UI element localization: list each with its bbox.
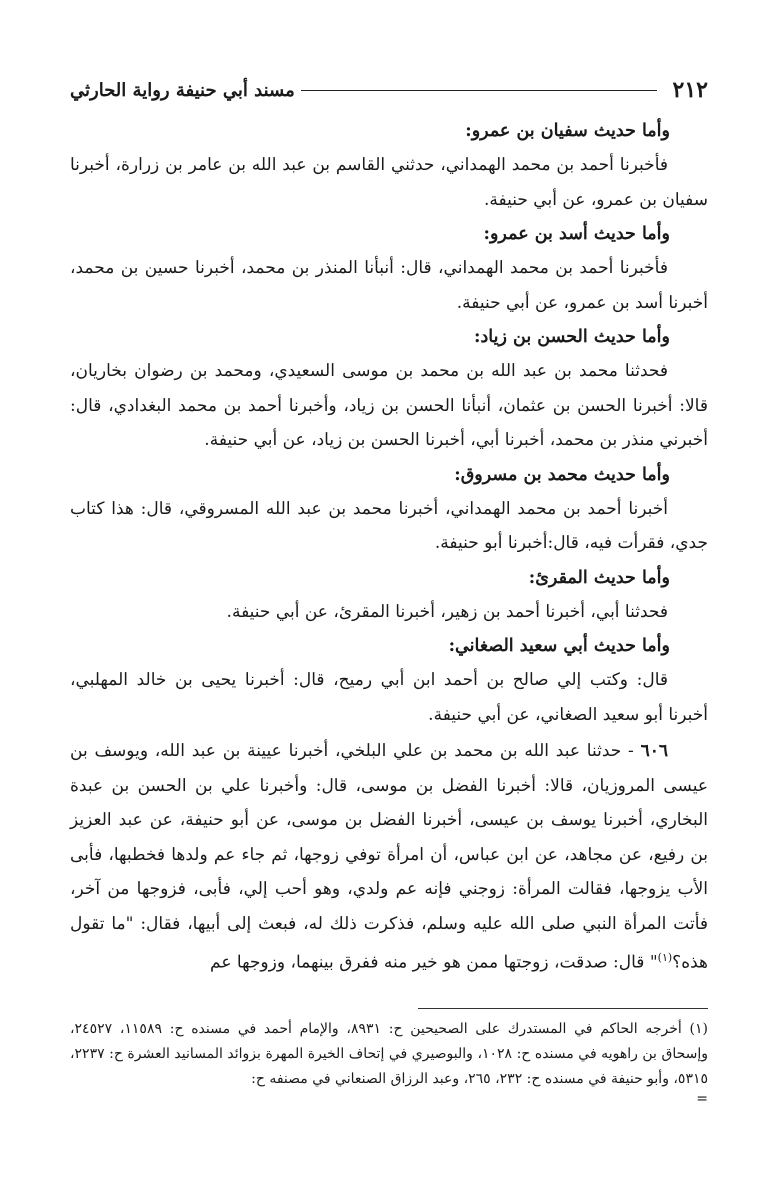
section-text: قال: وكتب إلي صالح بن أحمد ابن أبي رميح، قال: أخبرنا يحيى بن خالد المهلبي، أخبرنا أبو سعيد الصغاني، عن أبي حنيفة. [70, 670, 708, 725]
footnote-text: (١) أخرجه الحاكم في المستدرك على الصحيحين ح: ٨٩٣١، والإمام أحمد في مسنده ح: ١١٥٨٩، ٢٤٥٢٧، وإسحاق بن راهويه في مسنده ح: ١٠٢٨، والبوصيري في إتحاف الخيرة المهرة بزوائد المسانيد العشرة ح: ٢٢٣٧، ٥٣١٥، وأبو حنيفة في مسنده ح: ٢٣٢، ٢٦٥، وعبد الرزاق الصنعاني في مصنفه ح: [70, 1021, 709, 1088]
book-title: مسند أبي حنيفة رواية الحارثي [70, 79, 295, 101]
section-text: فحدثنا محمد بن عبد الله بن محمد بن موسى السعيدي، ومحمد بن رضوان بخاريان، قالا: أخبرنا الحسن بن عثمان، أنبأنا الحسن بن زياد، وأخبرنا أحمد بن محمد البغدادي، قال: أخبرني منذر بن محمد، أخبرنا أبي، أخبرنا الحسن بن زياد، عن أبي حنيفة. [70, 361, 708, 450]
header-rule [301, 90, 657, 91]
section-text: أخبرنا أحمد بن محمد الهمداني، أخبرنا محمد بن عبد الله المسروقي، قال: هذا كتاب جدي، فقرأت فيه، قال:أخبرنا أبو حنيفة. [70, 498, 708, 553]
section-text: فأخبرنا أحمد بن محمد الهمداني، حدثني القاسم بن عبد الله بن عامر بن زرارة، أخبرنا سفيان بن عمرو، عن أبي حنيفة. [70, 155, 708, 210]
section-muqri [70, 561, 708, 630]
running-header [70, 72, 708, 108]
footnote-divider [418, 1008, 708, 1009]
section-heading: وأما حديث الحسن بن زياد: [474, 327, 670, 347]
section-saghani [70, 629, 708, 732]
section-heading: وأما حديث محمد بن مسروق: [454, 464, 670, 485]
section-sufyan [70, 114, 708, 217]
document-page [70, 72, 708, 1106]
footnote-marker[interactable]: (١) [657, 951, 673, 964]
footnote [70, 1017, 708, 1106]
section-heading: وأما حديث سفيان بن عمرو: [465, 121, 670, 141]
section-text: فحدثنا أبي، أخبرنا أحمد بن زهير، أخبرنا المقرئ، عن أبي حنيفة. [226, 601, 668, 622]
section-heading: وأما حديث المقرئ: [528, 567, 670, 588]
hadith-number: ٦٠٦ [640, 741, 668, 761]
section-hasan [70, 320, 708, 458]
section-masruq [70, 458, 708, 561]
hadith-body [70, 734, 708, 980]
section-heading: وأما حديث أبي سعيد الصغاني: [448, 636, 670, 656]
hadith-text-continued: " قال: صدقت، زوجتها ممن هو خير منه ففرق بينهما، وزوجها عم [210, 952, 658, 973]
section-asad [70, 217, 708, 320]
hadith-text: حدثنا عبد الله بن محمد بن علي البلخي، أخبرنا عيينة بن عبد الله، ويوسف بن عيسى المروزيان، قالا: أخبرنا الفضل بن موسى، قال: وأخبرنا علي بن الحسن بن عبدة البخاري، أخبرنا يوسف بن عيسى، أخبرنا الفضل بن موسى، عن أبو حنيفة، عن عبد العزيز بن رفيع، عن مجاهد، عن ابن عباس، أن امرأة توفي زوجها، ثم جاء عم ولدها فخطبها، فأبى الأب يزوجها، فقالت المرأة: زوجني فإنه عم ولدي، وهو أحب إلي، فأبى، فزوجها من آخر، فأتت المرأة النبي صلى الله عليه وسلم، فذكرت ذلك له، فبعث إلى أبيها، فقال: "ما تقول هذه؟ [70, 741, 708, 973]
hadith-paragraph [70, 734, 708, 980]
hadith-dash: - [621, 741, 641, 761]
section-heading: وأما حديث أسد بن عمرو: [483, 224, 670, 244]
footnote-continuation-mark: = [696, 1091, 708, 1108]
section-text: فأخبرنا أحمد بن محمد الهمداني، قال: أنبأنا المنذر بن محمد، أخبرنا حسين بن محمد، أخبرنا أسد بن عمرو، عن أبي حنيفة. [70, 258, 708, 313]
page-number: ٢١٢ [672, 77, 708, 103]
